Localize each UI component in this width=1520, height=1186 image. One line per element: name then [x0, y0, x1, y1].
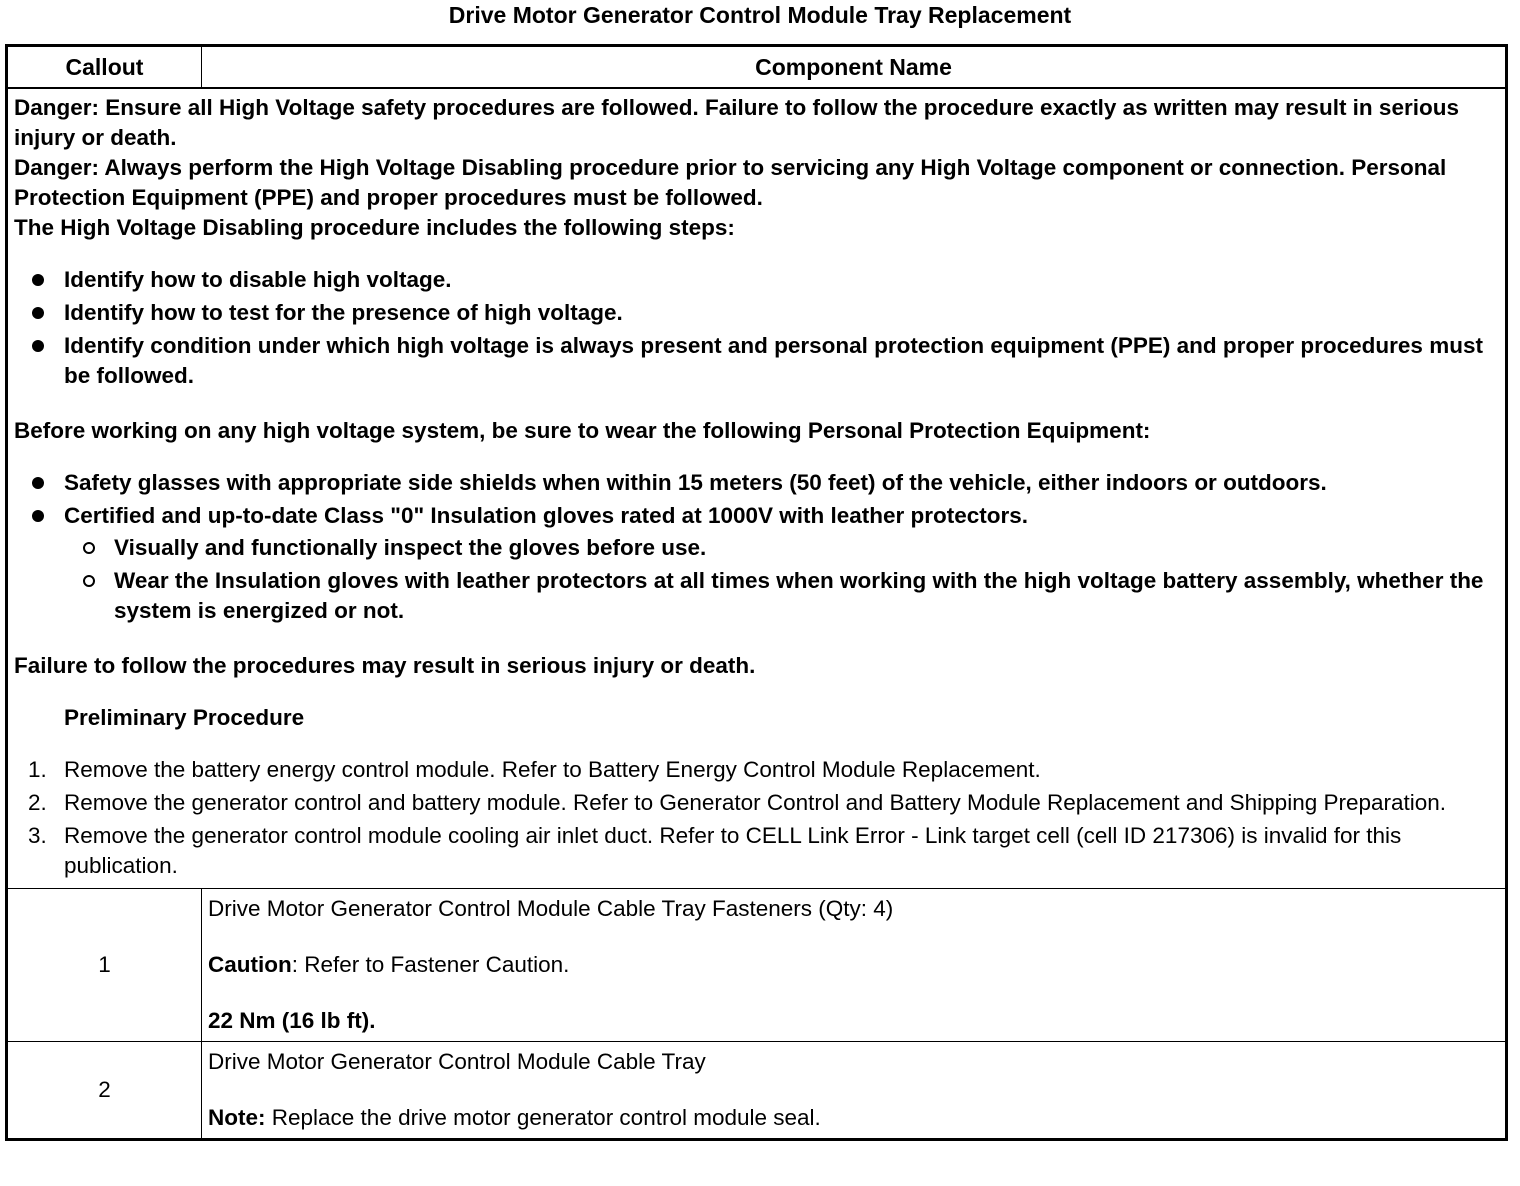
torque-spec: 22 Nm (16 lb ft). — [208, 1008, 376, 1033]
circle-bullet-icon — [83, 542, 95, 554]
caution-text: : Refer to Fastener Caution. — [291, 952, 570, 977]
safety-intro-cell — [7, 88, 1507, 889]
bullet-icon — [32, 477, 44, 489]
list-item: Safety glasses with appropriate side shields when within 15 meters (50 feet) of the vehicle, either indoors or outdoors. — [14, 468, 1497, 498]
component-name: Drive Motor Generator Control Module Cable Tray Fasteners (Qty: 4) — [208, 896, 894, 921]
component-cell — [202, 1042, 1507, 1140]
table-header-row — [7, 46, 1507, 89]
list-item: 2. Remove the generator control and battery module. Refer to Generator Control and Battery Module Replacement and Shipping Preparation. — [28, 790, 1447, 815]
callout-number: 2 — [7, 1042, 202, 1140]
table-row — [7, 1042, 1507, 1140]
ppe-list — [14, 468, 1497, 626]
list-item: Certified and up-to-date Class "0" Insulation gloves rated at 1000V with leather protectors. Visually and functionally inspect the gloves before use. Wear the Insulation gloves with leather protectors at all times when working with the high voltage battery assembly, whether the system is energized or not. — [14, 501, 1497, 626]
list-item: 1. Remove the battery energy control module. Refer to Battery Energy Control Module Replacement. — [28, 757, 1041, 782]
bullet-icon — [32, 307, 44, 319]
bullet-icon — [32, 510, 44, 522]
preliminary-steps-list — [14, 755, 1497, 881]
intro-row — [7, 88, 1507, 889]
danger-warning-1: Danger: Ensure all High Voltage safety procedures are followed. Failure to follow the procedure exactly as written may result in serious injury or death. — [14, 95, 1459, 150]
list-item: Wear the Insulation gloves with leather protectors at all times when working with the high voltage battery assembly, whether the system is energized or not. — [64, 566, 1497, 626]
note-line — [208, 1104, 1499, 1132]
component-name: Drive Motor Generator Control Module Cable Tray — [208, 1049, 706, 1074]
list-item: 3. Remove the generator control module cooling air inlet duct. Refer to CELL Link Error - Link target cell (cell ID 217306) is invalid for this publication. — [28, 823, 1402, 878]
failure-note: Failure to follow the procedures may result in serious injury or death. — [14, 653, 756, 678]
circle-bullet-icon — [83, 575, 95, 587]
danger-warning-2: Danger: Always perform the High Voltage Disabling procedure prior to servicing any High Voltage component or connection. Personal Protection Equipment (PPE) and proper procedures must be followed. — [14, 155, 1447, 210]
disabling-intro: The High Voltage Disabling procedure includes the following steps: — [14, 215, 735, 240]
page-title: Drive Motor Generator Control Module Tray Replacement — [448, 2, 1072, 28]
header-callout: Callout — [7, 46, 202, 89]
procedure-table — [5, 44, 1508, 1141]
note-label: Note: — [208, 1105, 266, 1130]
list-item: Visually and functionally inspect the gloves before use. — [64, 533, 1497, 563]
bullet-icon — [32, 340, 44, 352]
caution-label: Caution — [208, 952, 292, 977]
glove-sublist — [64, 533, 1497, 626]
ppe-intro: Before working on any high voltage system, be sure to wear the following Personal Protection Equipment: — [14, 418, 1151, 443]
preliminary-heading: Preliminary Procedure — [64, 705, 305, 730]
list-item: Identify how to test for the presence of high voltage. — [14, 298, 1497, 328]
header-component-name: Component Name — [202, 46, 1507, 89]
disabling-steps-list — [14, 265, 1497, 391]
caution-line — [208, 951, 1499, 979]
table-row — [7, 889, 1507, 1042]
bullet-icon — [32, 274, 44, 286]
callout-number: 1 — [7, 889, 202, 1042]
list-item: Identify condition under which high voltage is always present and personal protection equipment (PPE) and proper procedures must be followed. — [14, 331, 1497, 391]
component-cell — [202, 889, 1507, 1042]
list-item: Identify how to disable high voltage. — [14, 265, 1497, 295]
note-text: Replace the drive motor generator control module seal. — [265, 1105, 821, 1130]
